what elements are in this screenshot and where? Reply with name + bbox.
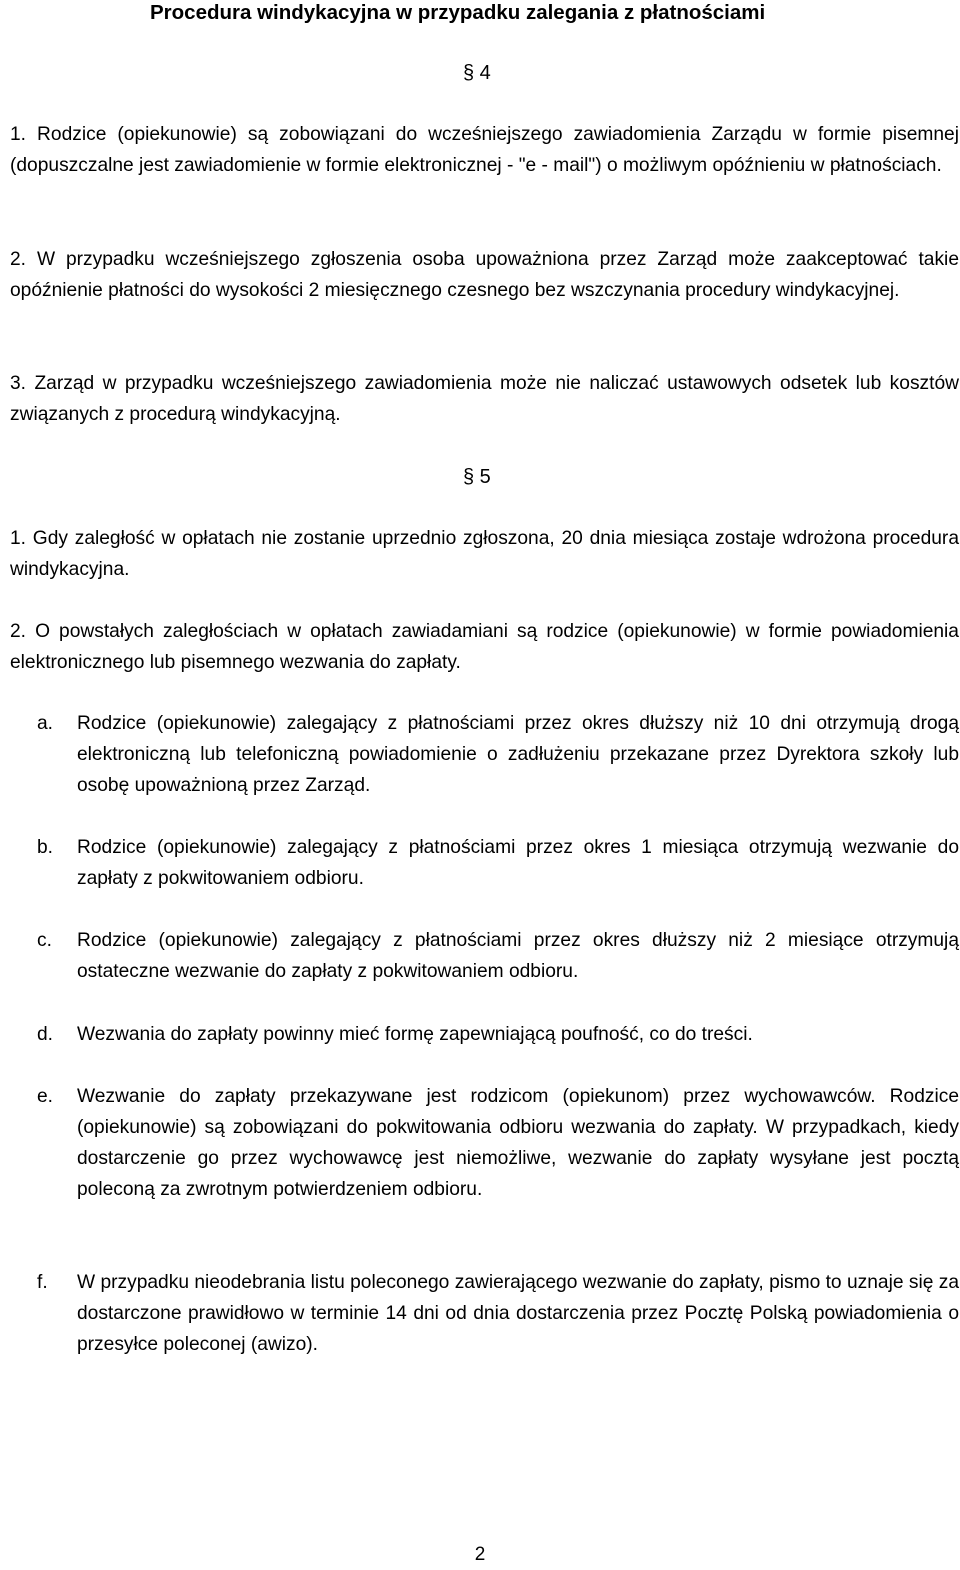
paragraph-text: W przypadku wcześniejszego zgłoszenia osoba upoważniona przez Zarząd może zaakceptować takie opóźnienie płatności do wysokości 2 miesięcznego czesnego bez wszczynania procedury windykacyjnej. xyxy=(10,249,959,301)
list-item-marker: d. xyxy=(37,1024,54,1045)
document-title: Procedura windykacyjna w przypadku zalegania z płatnościami xyxy=(150,1,766,24)
list-item-marker: e. xyxy=(37,1086,54,1107)
section-4-paragraph-3 xyxy=(10,368,959,430)
list-item-text: Rodzice (opiekunowie) zalegający z płatnościami przez okres dłuższy niż 2 miesiące otrzymują ostateczne wezwanie do zapłaty z pokwitowaniem odbioru. xyxy=(77,930,959,982)
paragraph-number: 2. xyxy=(10,621,27,642)
list-item-marker: a. xyxy=(37,713,54,734)
section-5-heading: § 5 xyxy=(463,466,491,488)
section-5-paragraph-1 xyxy=(10,523,959,585)
section-5-paragraph-2 xyxy=(10,616,959,678)
paragraph-text: Zarząd w przypadku wcześniejszego zawiadomienia może nie naliczać ustawowych odsetek lub kosztów związanych z procedurą windykacyjną. xyxy=(10,373,959,425)
list-item-a xyxy=(37,708,959,801)
paragraph-number: 1. xyxy=(10,528,27,549)
list-item-b xyxy=(37,832,959,894)
list-item-text: Wezwanie do zapłaty przekazywane jest rodzicom (opiekunom) przez wychowawców. Rodzice (opiekunowie) są zobowiązani do pokwitowania odbioru wezwania do zapłaty. W przypadkach, kiedy dostarczenie go przez wychowawcę jest niemożliwe, wezwanie do zapłaty wysyłane jest pocztą poleconą za zwrotnym potwierdzeniem odbioru. xyxy=(77,1086,959,1200)
paragraph-text: Gdy zaległość w opłatach nie zostanie uprzednio zgłoszona, 20 dnia miesiąca zostaje wdrożona procedura windykacyjna. xyxy=(10,528,959,580)
paragraph-number: 1. xyxy=(10,124,27,145)
page-number: 2 xyxy=(474,1544,486,1565)
list-item-text: W przypadku nieodebrania listu poleconego zawierającego wezwanie do zapłaty, pismo to uznaje się za dostarczone prawidłowo w terminie 14 dni od dnia dostarczenia przez Pocztę Polską powiadomienia o przesyłce poleconej (awizo). xyxy=(77,1272,959,1355)
list-item-marker: c. xyxy=(37,930,52,951)
list-item-text: Rodzice (opiekunowie) zalegający z płatnościami przez okres dłuższy niż 10 dni otrzymują drogą elektroniczną lub telefoniczną powiadomienie o zadłużeniu przekazane przez Dyrektora szkoły lub osobę upoważnioną przez Zarząd. xyxy=(77,713,959,796)
list-item-marker: f. xyxy=(37,1272,48,1293)
section-4-paragraph-2 xyxy=(10,244,959,306)
list-item-marker: b. xyxy=(37,837,54,858)
paragraph-text: O powstałych zaległościach w opłatach zawiadamiani są rodzice (opiekunowie) w formie powiadomienia elektronicznego lub pisemnego wezwania do zapłaty. xyxy=(10,621,959,673)
list-item-text: Rodzice (opiekunowie) zalegający z płatnościami przez okres 1 miesiąca otrzymują wezwanie do zapłaty z pokwitowaniem odbioru. xyxy=(77,837,959,889)
paragraph-text: Rodzice (opiekunowie) są zobowiązani do wcześniejszego zawiadomienia Zarządu w formie pisemnej (dopuszczalne jest zawiadomienie w formie elektronicznej - "e - mail") o możliwym opóźnieniu w płatnościach. xyxy=(10,124,959,176)
list-item-d xyxy=(37,1019,959,1050)
list-item-text: Wezwania do zapłaty powinny mieć formę zapewniającą poufność, co do treści. xyxy=(77,1024,753,1045)
paragraph-number: 2. xyxy=(10,249,27,270)
section-4-heading: § 4 xyxy=(463,62,491,84)
paragraph-number: 3. xyxy=(10,373,27,394)
list-item-c xyxy=(37,925,959,987)
section-4-paragraph-1 xyxy=(10,119,959,181)
list-item-e xyxy=(37,1081,959,1205)
list-item-f xyxy=(37,1267,959,1360)
